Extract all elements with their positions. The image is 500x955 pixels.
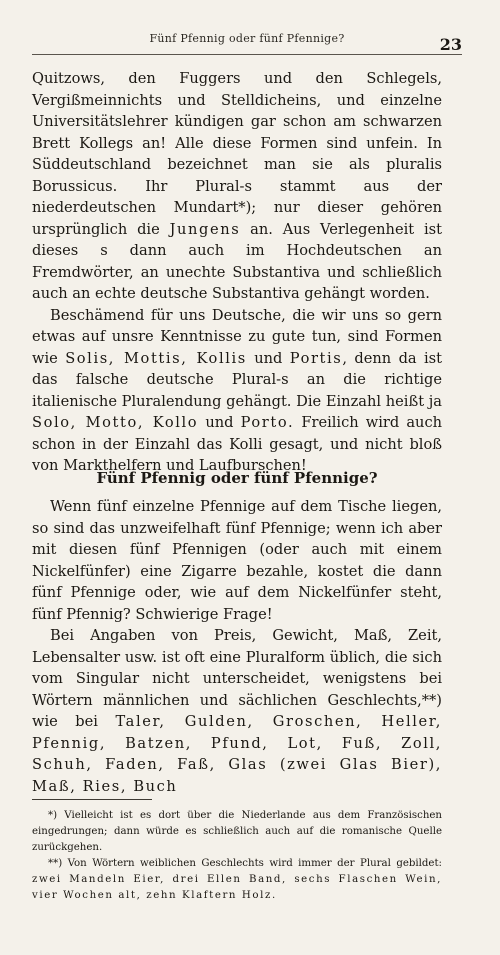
section-text-block [32,496,442,797]
section-heading: Fünf Pfennig oder fünf Pfennige? [96,469,378,487]
footnote-text: **) Von Wörtern weiblichen Geschlechts wird immer der Plural gebildet: [48,858,442,869]
spaced-words: Solis, Mottis, Kollis [65,349,247,367]
footnote-2 [32,856,442,904]
running-head [32,30,462,55]
paragraph-text: Beschämend für uns Deutsche, die wir uns so gern etwas auf unsre Kenntnisse zu gute tun, sind Formen wie [32,306,442,367]
paragraph-continued [32,68,442,305]
paragraph-text: und [205,414,234,431]
footnote-divider [32,799,152,800]
paragraph-text: Freilich wird auch schon in der Einzahl das Kolli gesagt, und nicht bloß von Markthelfern und Laufburschen! [32,414,443,474]
paragraph-text: an. Aus Verlegenheit ist dieses s dann auch im Hochdeutschen an Fremdwörter, an unechte Substantiva und schließlich auch an echte deutsche Substantiva gehängt worden. [32,220,442,302]
continued-text-block [32,68,442,477]
paragraph-italian-plurals [32,305,442,477]
footnotes [32,808,442,904]
spaced-word: Porto. [240,414,295,431]
spaced-words: Solo, Motto, Kollo [32,414,199,431]
spaced-words: Taler, Gulden, Groschen, Heller, Pfennig, Batzen, Pfund, Lot, Fuß, Zoll, Schuh, Faden, Faß, Glas (zwei Glas Bier), Maß, Ries, Buch [32,713,442,795]
spaced-word: Jungens [169,220,241,238]
spaced-word: Portis [289,349,343,367]
paragraph-text: Quitzows, den Fuggers und den Schlegels, Vergißmeinnichts und Stelldicheins, und einzelne Universitätslehrer kündigen gar schon am schwarzen Brett Kollegs an! Alle diese Formen sind unfein. In Süddeutschland bezeichnet man sie als pluralis Borussicus. Ihr Plural-s stammt aus der niederdeutschen Mundart*); nur dieser gehören ursprünglich die [32,70,442,238]
footnote-1: *) Vielleicht ist es dort über die Niederlande aus dem Französischen eingedrungen; dann würde es schließlich auch auf die romanische Quelle zurückgehen. [32,810,442,853]
spaced-words: zwei Mandeln Eier, drei Ellen Band, sechs Flaschen Wein, vier Wochen alt, zehn Klaftern Holz. [32,874,442,901]
paragraph-section-intro: Wenn fünf einzelne Pfennige auf dem Tische liegen, so sind das unzweifelhaft fünf Pfennige; wenn ich aber mit diesen fünf Pfennigen (oder auch mit einem Nickelfünfer) eine Zigarre bezahle, kostet die dann fünf Pfennige oder, wie auf dem Nickelfünfer steht, fünf Pfennig? Schwierige Frage! [32,498,442,623]
paragraph-measure-units [32,625,442,797]
paragraph-text: , denn da ist das falsche deutsche Plural-s an die richtige italienische Pluralendung gehängt. Die Einzahl heißt ja [32,349,443,410]
page-number: 23 [439,35,462,54]
running-head-title: Fünf Pfennig oder fünf Pfennige? [149,32,345,45]
paragraph-text: Bei Angaben von Preis, Gewicht, Maß, Zeit, Lebensalter usw. ist oft eine Pluralform üblich, die sich vom Singular nicht unterscheidet, wenigstens bei Wörtern männlichen und sächlichen Geschlechts,**) wie bei [32,627,442,730]
paragraph-text: und [254,349,283,367]
